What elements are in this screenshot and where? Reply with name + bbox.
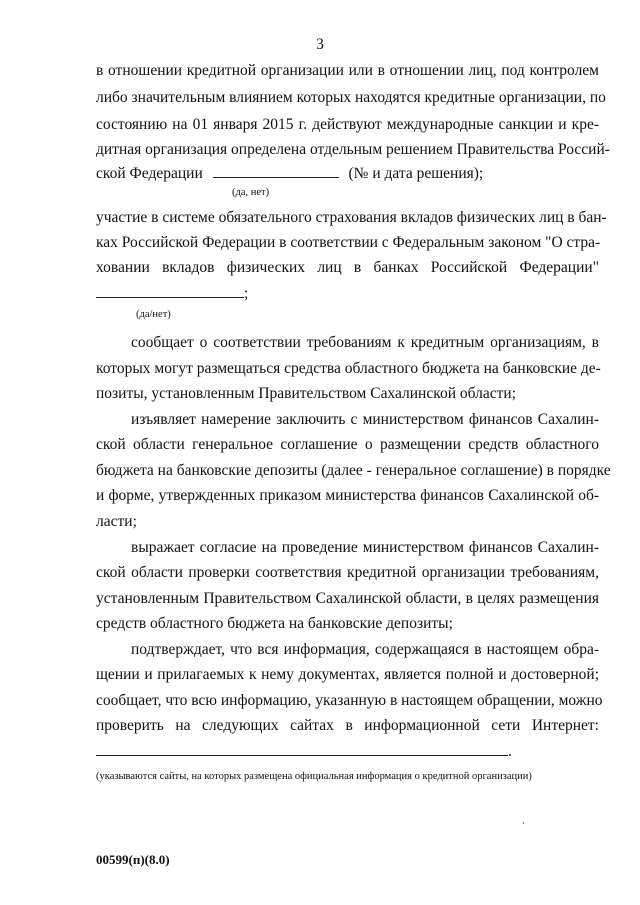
field-caption: (да, нет) <box>232 187 270 198</box>
text-line: щении и прилагаемых к нему документах, является полной и достоверной; <box>96 666 599 683</box>
text-line: которых могут размещаться средства областного бюджета на банковские де- <box>96 360 601 377</box>
sanctions-blank-field <box>213 164 339 178</box>
text-line: средств областного бюджета на банковские депозиты; <box>96 615 453 632</box>
text-fragment: ской Федерации <box>96 165 203 182</box>
field-caption: (да/нет) <box>136 309 171 320</box>
text-line: участие в системе обязательного страхования вкладов физических лиц в бан- <box>96 209 607 226</box>
text-line <box>96 284 599 303</box>
insurance-blank-field <box>96 284 244 298</box>
document-code: 00599(п)(8.0) <box>96 852 170 867</box>
text-fragment: . <box>508 743 512 760</box>
text-line: изъявляет намерение заключить с министерством финансов Сахалин- <box>131 411 599 428</box>
text-line: либо значительным влиянием которых находятся кредитные организации, по <box>96 89 606 106</box>
text-line: позиты, установленным Правительством Сахалинской области; <box>96 385 516 402</box>
websites-blank-field <box>96 742 508 756</box>
text-line: сообщает, что всю информацию, указанную в настоящем обращении, можно <box>96 692 603 709</box>
text-line: установленным Правительством Сахалинской области, в целях размещения <box>96 590 599 607</box>
text-line: сообщает о соответствии требованиям к кредитным организациям, в <box>131 334 599 351</box>
text-line: ховании вкладов физических лиц в банках Российской Федерации" <box>96 259 599 276</box>
text-line: и форме, утвержденных приказом министерства финансов Сахалинской об- <box>96 487 599 504</box>
text-line <box>96 742 599 761</box>
text-line: выражает согласие на проведение министерством финансов Сахалин- <box>131 539 599 556</box>
text-fragment: (№ и дата решения); <box>348 165 484 182</box>
text-line: в отношении кредитной организации или в отношении лиц, под контролем <box>96 62 599 79</box>
text-line: ласти; <box>96 513 137 530</box>
text-line: дитная организация определена отдельным решением Правительства Россий- <box>96 141 610 158</box>
page-number: 3 <box>316 36 324 53</box>
text-line: ской области проверки соответствия кредитной организации требованиям, <box>96 564 599 581</box>
field-caption: (указываются сайты, на которых размещена официальная информация о кредитной организации) <box>96 771 532 782</box>
text-line: подтверждает, что вся информация, содержащаяся в настоящем обра- <box>131 641 599 658</box>
text-line <box>96 164 599 183</box>
text-line: ской области генеральное соглашение о размещении средств областного <box>96 436 599 453</box>
text-line: состоянию на 01 января 2015 г. действуют международные санкции и кре- <box>96 116 599 133</box>
text-line: проверить на следующих сайтах в информационной сети Интернет: <box>96 717 599 734</box>
text-fragment: ; <box>244 285 249 302</box>
text-line: бюджета на банковские депозиты (далее - генеральное соглашение) в порядке <box>96 462 611 479</box>
scan-speck <box>523 822 524 824</box>
text-line: ках Российской Федерации в соответствии с Федеральным законом "О стра- <box>96 234 601 251</box>
